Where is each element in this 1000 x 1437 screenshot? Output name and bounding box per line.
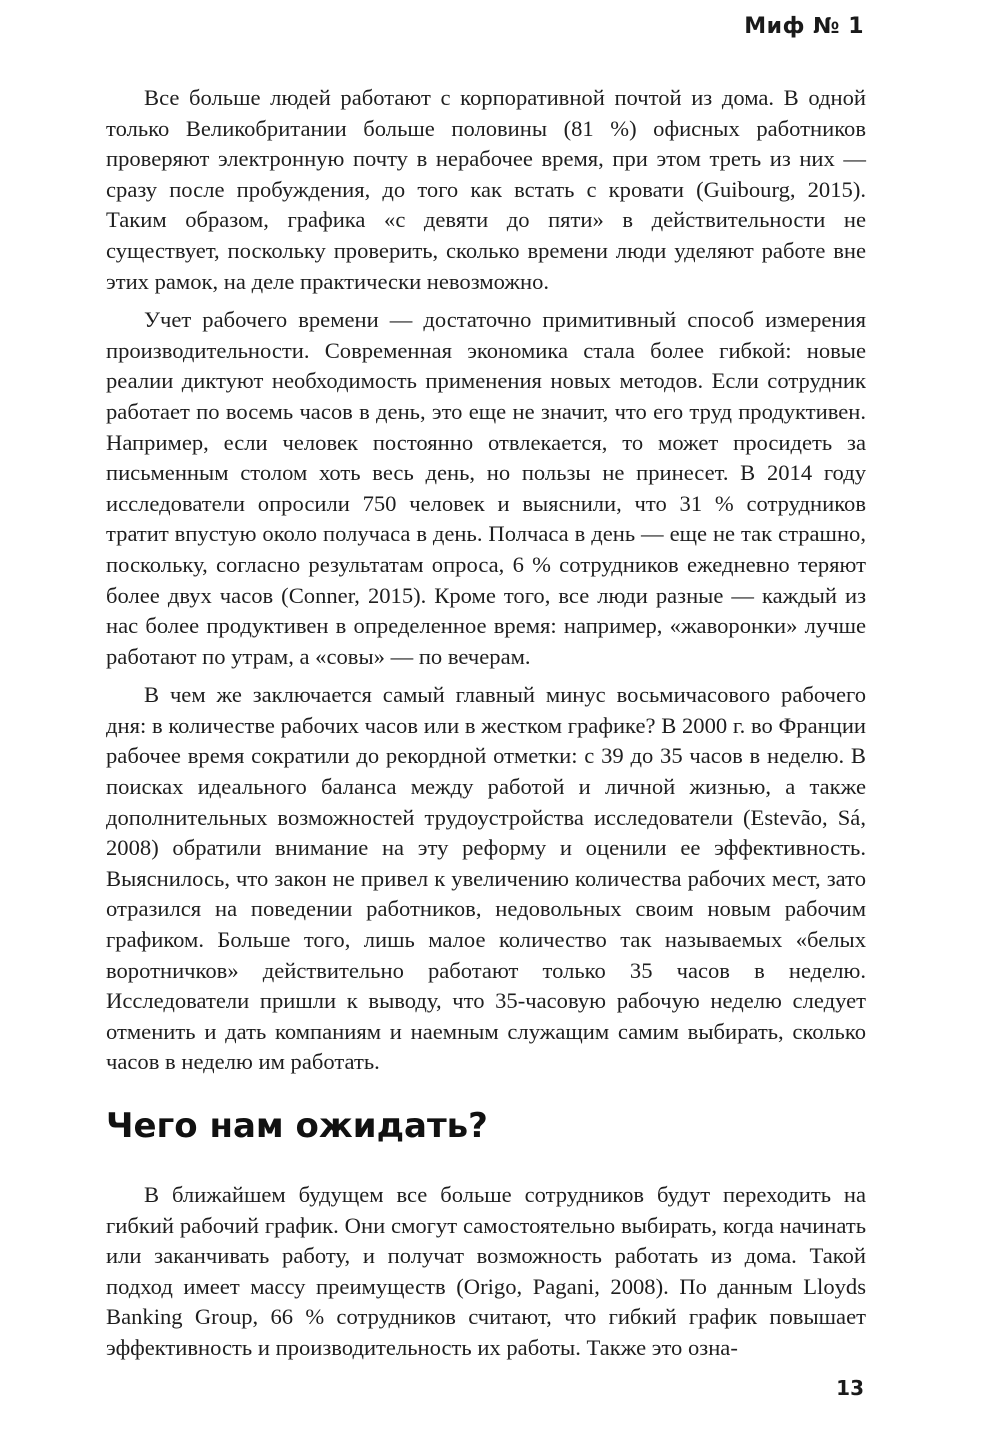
paragraph: В чем же заключается самый главный минус восьмичасового рабочего дня: в количестве рабочих часов или в жестком графике? В 2000 г. во Франции рабочее время сократили до рекордной отметки: с 39 до 35 часов в неделю. В поисках идеального баланса между работой и личной жизнью, а также дополнительных возможностей трудоустройства исследователи (Estevão, Sá, 2008) обратили внимание на эту реформу и оценили ее эффективность. Выяснилось, что закон не привел к увеличению количества рабочих мест, зато отразился на поведении работников, недовольных своим новым рабочим графиком. Больше того, лишь малое количество так называемых «белых воротничков» действительно работают только 35 часов в неделю. Исследователи пришли к выводу, что 35-часовую рабочую неделю следует отменить и дать компаниям и наемным служащим самим выбирать, сколько часов в неделю им работать. xyxy=(106,682,866,1075)
section-heading: Чего нам ожидать? xyxy=(106,1106,488,1146)
section-body xyxy=(106,83,866,1086)
paragraph: Учет рабочего времени — достаточно примитивный способ измерения производительности. Современная экономика стала более гибкой: новые реалии диктуют необходимость применения новых методов. Если сотрудник работает по восемь часов в день, это еще не значит, что его труд продуктивен. Например, если человек постоянно отвлекается, то может просидеть за письменным столом хоть весь день, но пользы не принесет. В 2014 году исследователи опросили 750 человек и выяснили, что 31 % сотрудников тратит впустую около получаса в день. Полчаса в день — еще не так страшно, поскольку, согласно результатам опроса, 6 % сотрудников ежедневно теряют более двух часов (Conner, 2015). Кроме того, все люди разные — каждый из нас более продуктивен в определенное время: например, «жаворонки» лучше работают по утрам, а «совы» — по вечерам. xyxy=(106,307,866,669)
paragraph: В ближайшем будущем все больше сотрудников будут переходить на гибкий рабочий график. Они смогут самостоятельно выбирать, когда начинать или заканчивать работу, и получат возможность работать из дома. Такой подход имеет массу преимуществ (Origo, Pagani, 2008). По данным Lloyds Banking Group, 66 % сотрудников считают, что гибкий график повышает эффективность и производительность их работы. Также это озна- xyxy=(106,1182,866,1360)
section-body xyxy=(106,1180,866,1372)
paragraph: Все больше людей работают с корпоративной почтой из дома. В одной только Великобритании больше половины (81 %) офисных работников проверяют электронную почту в нерабочее время, при этом треть из них — сразу после пробуждения, до того как встать с кровати (Guibourg, 2015). Таким образом, графика «с девяти до пяти» в действительности не существует, поскольку проверить, сколько времени люди уделяют работе вне этих рамок, на деле практически невозможно. xyxy=(106,85,866,294)
page-number: 13 xyxy=(836,1376,864,1400)
running-head: Миф № 1 xyxy=(744,14,864,39)
